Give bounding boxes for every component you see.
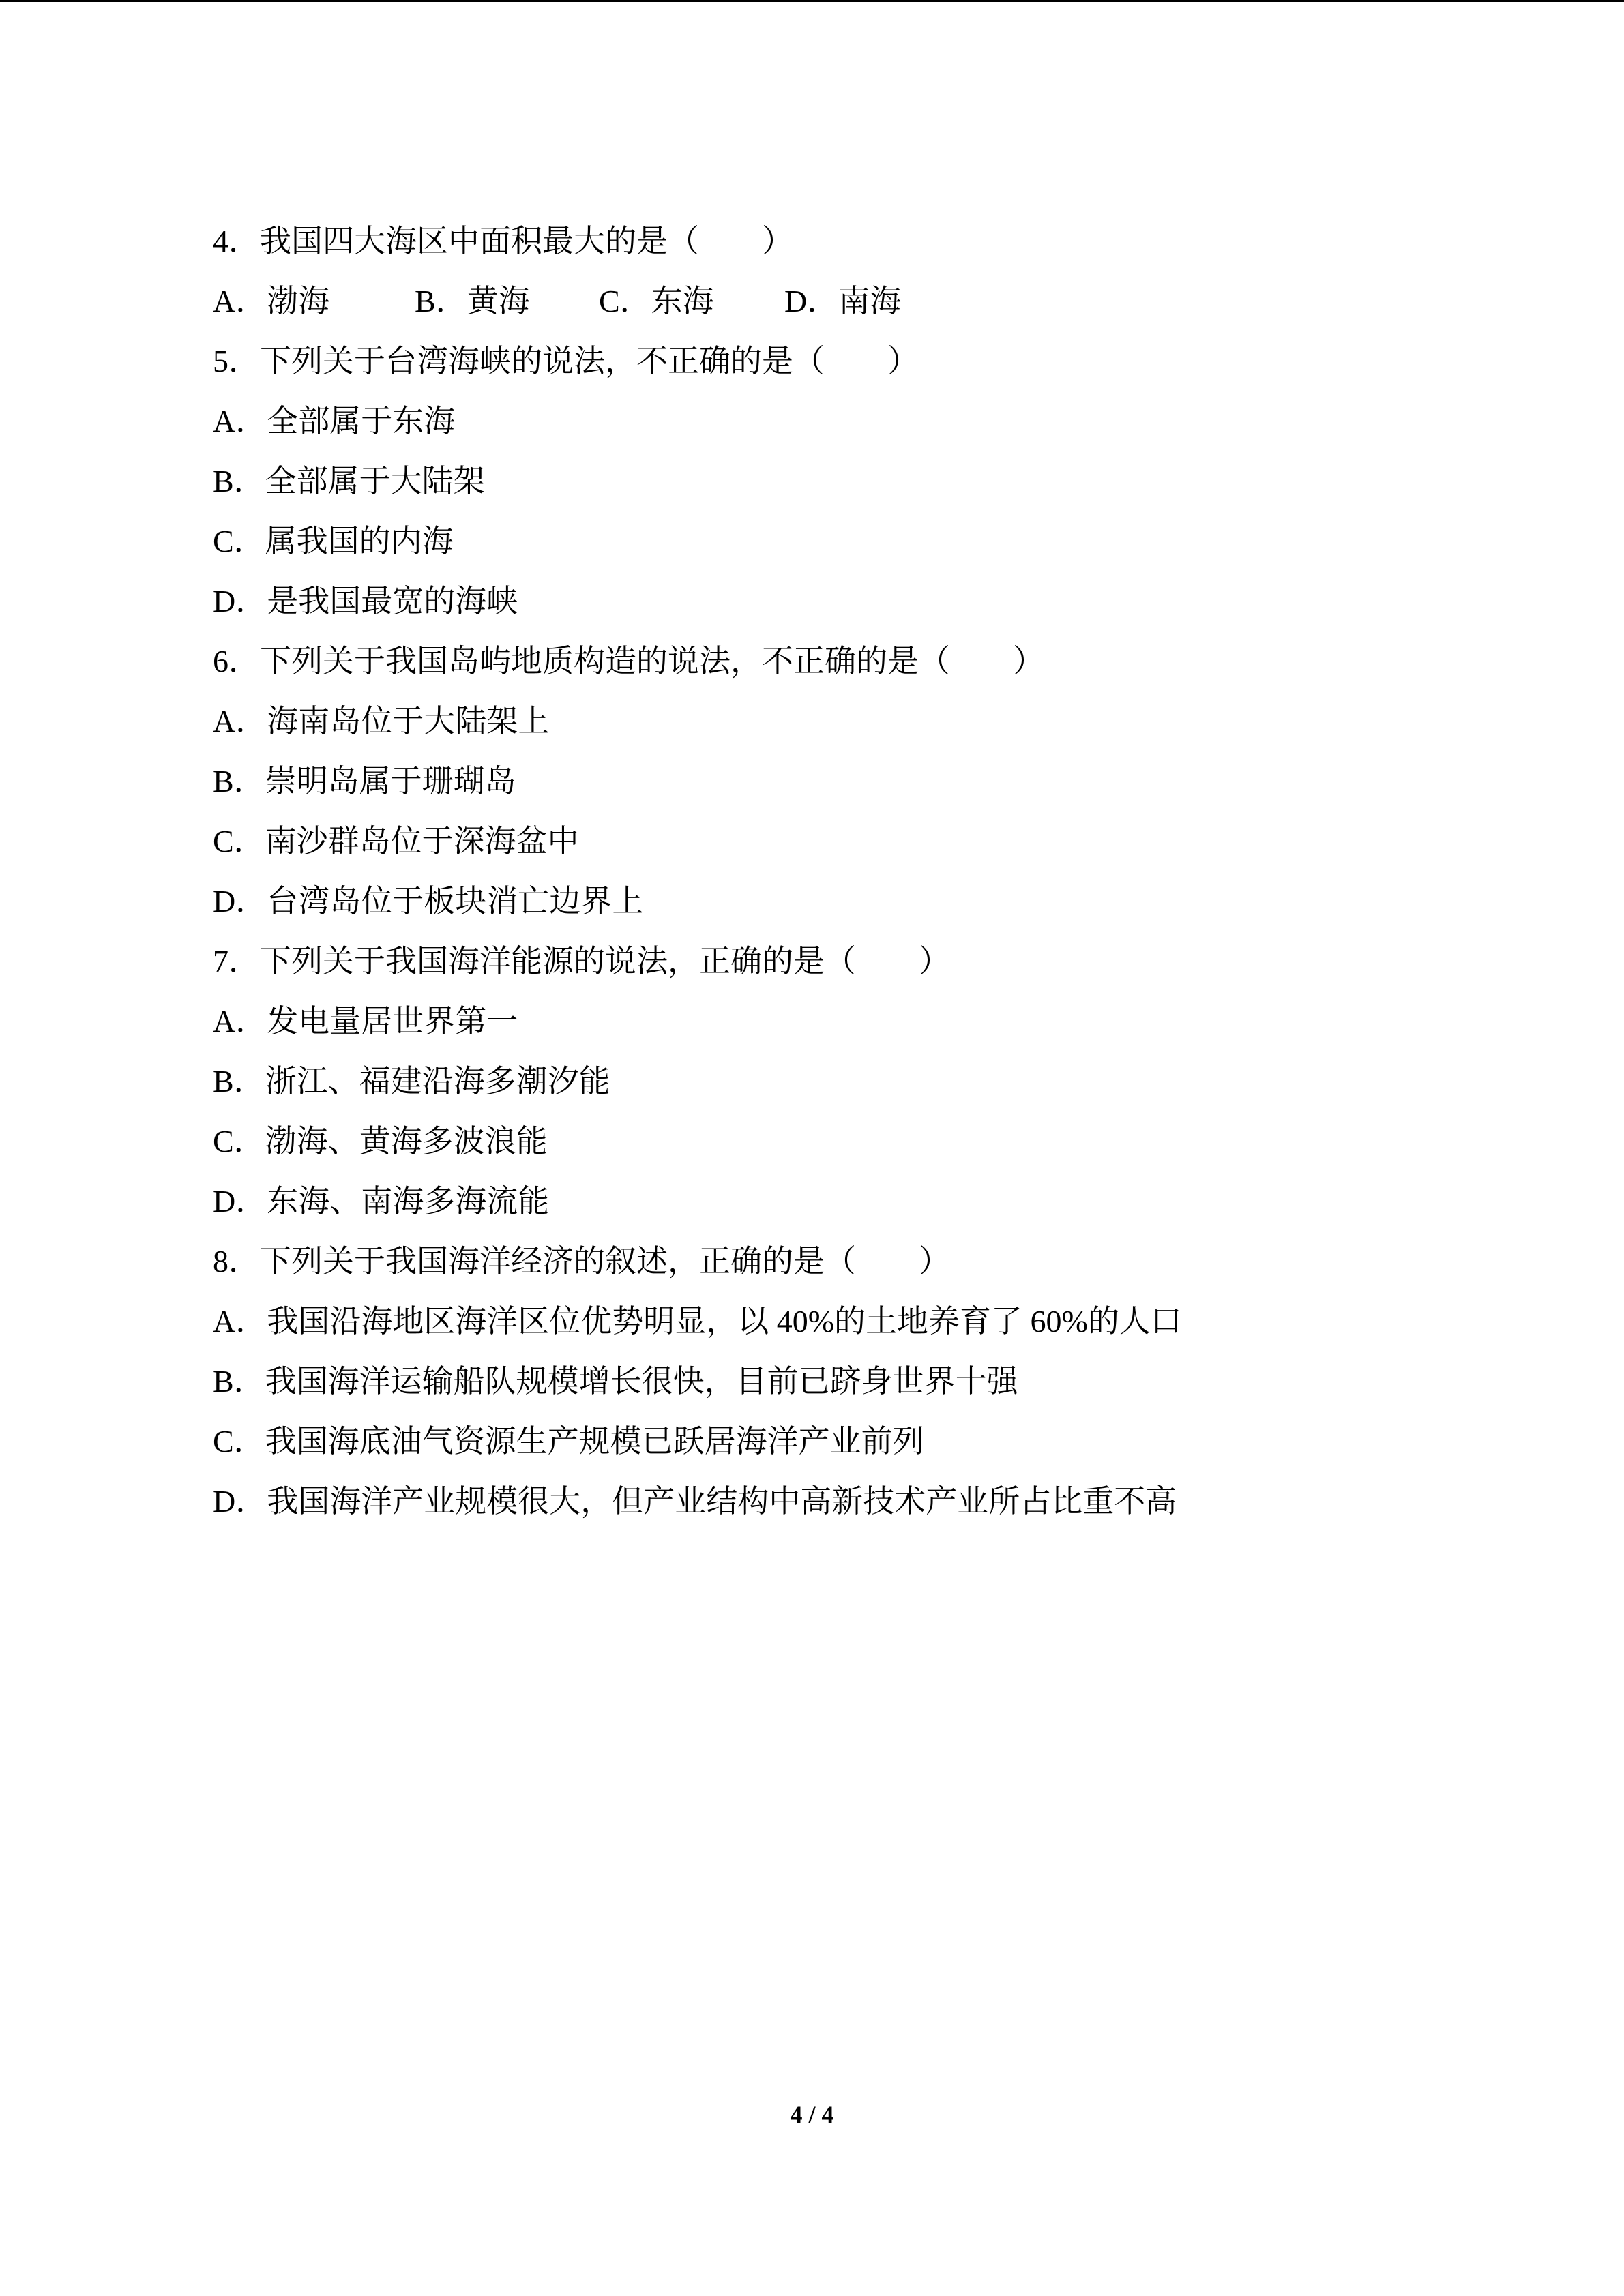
question-5-option-a: A．全部属于东海 [213, 404, 456, 438]
question-7-option-d: D．东海、南海多海流能 [213, 1184, 550, 1219]
question-4-option-b: B．黄海 [415, 284, 530, 318]
question-6-stem: 6．下列关于我国岛屿地质构造的说法，不正确的是（ ） [213, 644, 1044, 679]
top-border-line [0, 0, 1624, 2]
question-5-option-c: C．属我国的内海 [213, 524, 454, 558]
question-8-option-b: B．我国海洋运输船队规模增长很快，目前已跻身世界十强 [213, 1364, 1018, 1399]
question-5-option-b: B．全部属于大陆架 [213, 464, 485, 498]
question-6-option-a: A．海南岛位于大陆架上 [213, 704, 550, 739]
question-7-option-c: C．渤海、黄海多波浪能 [213, 1124, 548, 1159]
question-4-option-c: C．东海 [599, 284, 714, 318]
page-number: 4 / 4 [790, 2101, 834, 2128]
question-5-option-d: D．是我国最宽的海峡 [213, 584, 518, 618]
question-4-stem: 4．我国四大海区中面积最大的是（ ） [213, 224, 793, 258]
question-6-option-b: B．崇明岛属于珊瑚岛 [213, 764, 516, 799]
question-5-stem: 5．下列关于台湾海峡的说法，不正确的是（ ） [213, 344, 919, 378]
question-6-option-c: C．南沙群岛位于深海盆中 [213, 824, 579, 859]
question-6-option-d: D．台湾岛位于板块消亡边界上 [213, 884, 644, 919]
question-4-option-d: D．南海 [784, 284, 902, 318]
question-8-option-d: D．我国海洋产业规模很大，但产业结构中高新技术产业所占比重不高 [213, 1484, 1177, 1519]
question-8-option-a: A．我国沿海地区海洋区位优势明显，以 40%的土地养育了 60%的人口 [213, 1304, 1182, 1339]
question-8-option-c: C．我国海底油气资源生产规模已跃居海洋产业前列 [213, 1424, 924, 1459]
question-7-stem: 7．下列关于我国海洋能源的说法，正确的是（ ） [213, 944, 950, 979]
question-4-option-a: A．渤海 [213, 284, 330, 318]
question-7-option-b: B．浙江、福建沿海多潮汐能 [213, 1064, 610, 1099]
question-list [213, 211, 1509, 1532]
question-7-option-a: A．发电量居世界第一 [213, 1004, 518, 1039]
question-4-options [213, 271, 1509, 331]
question-8-stem: 8．下列关于我国海洋经济的叙述，正确的是（ ） [213, 1244, 950, 1279]
